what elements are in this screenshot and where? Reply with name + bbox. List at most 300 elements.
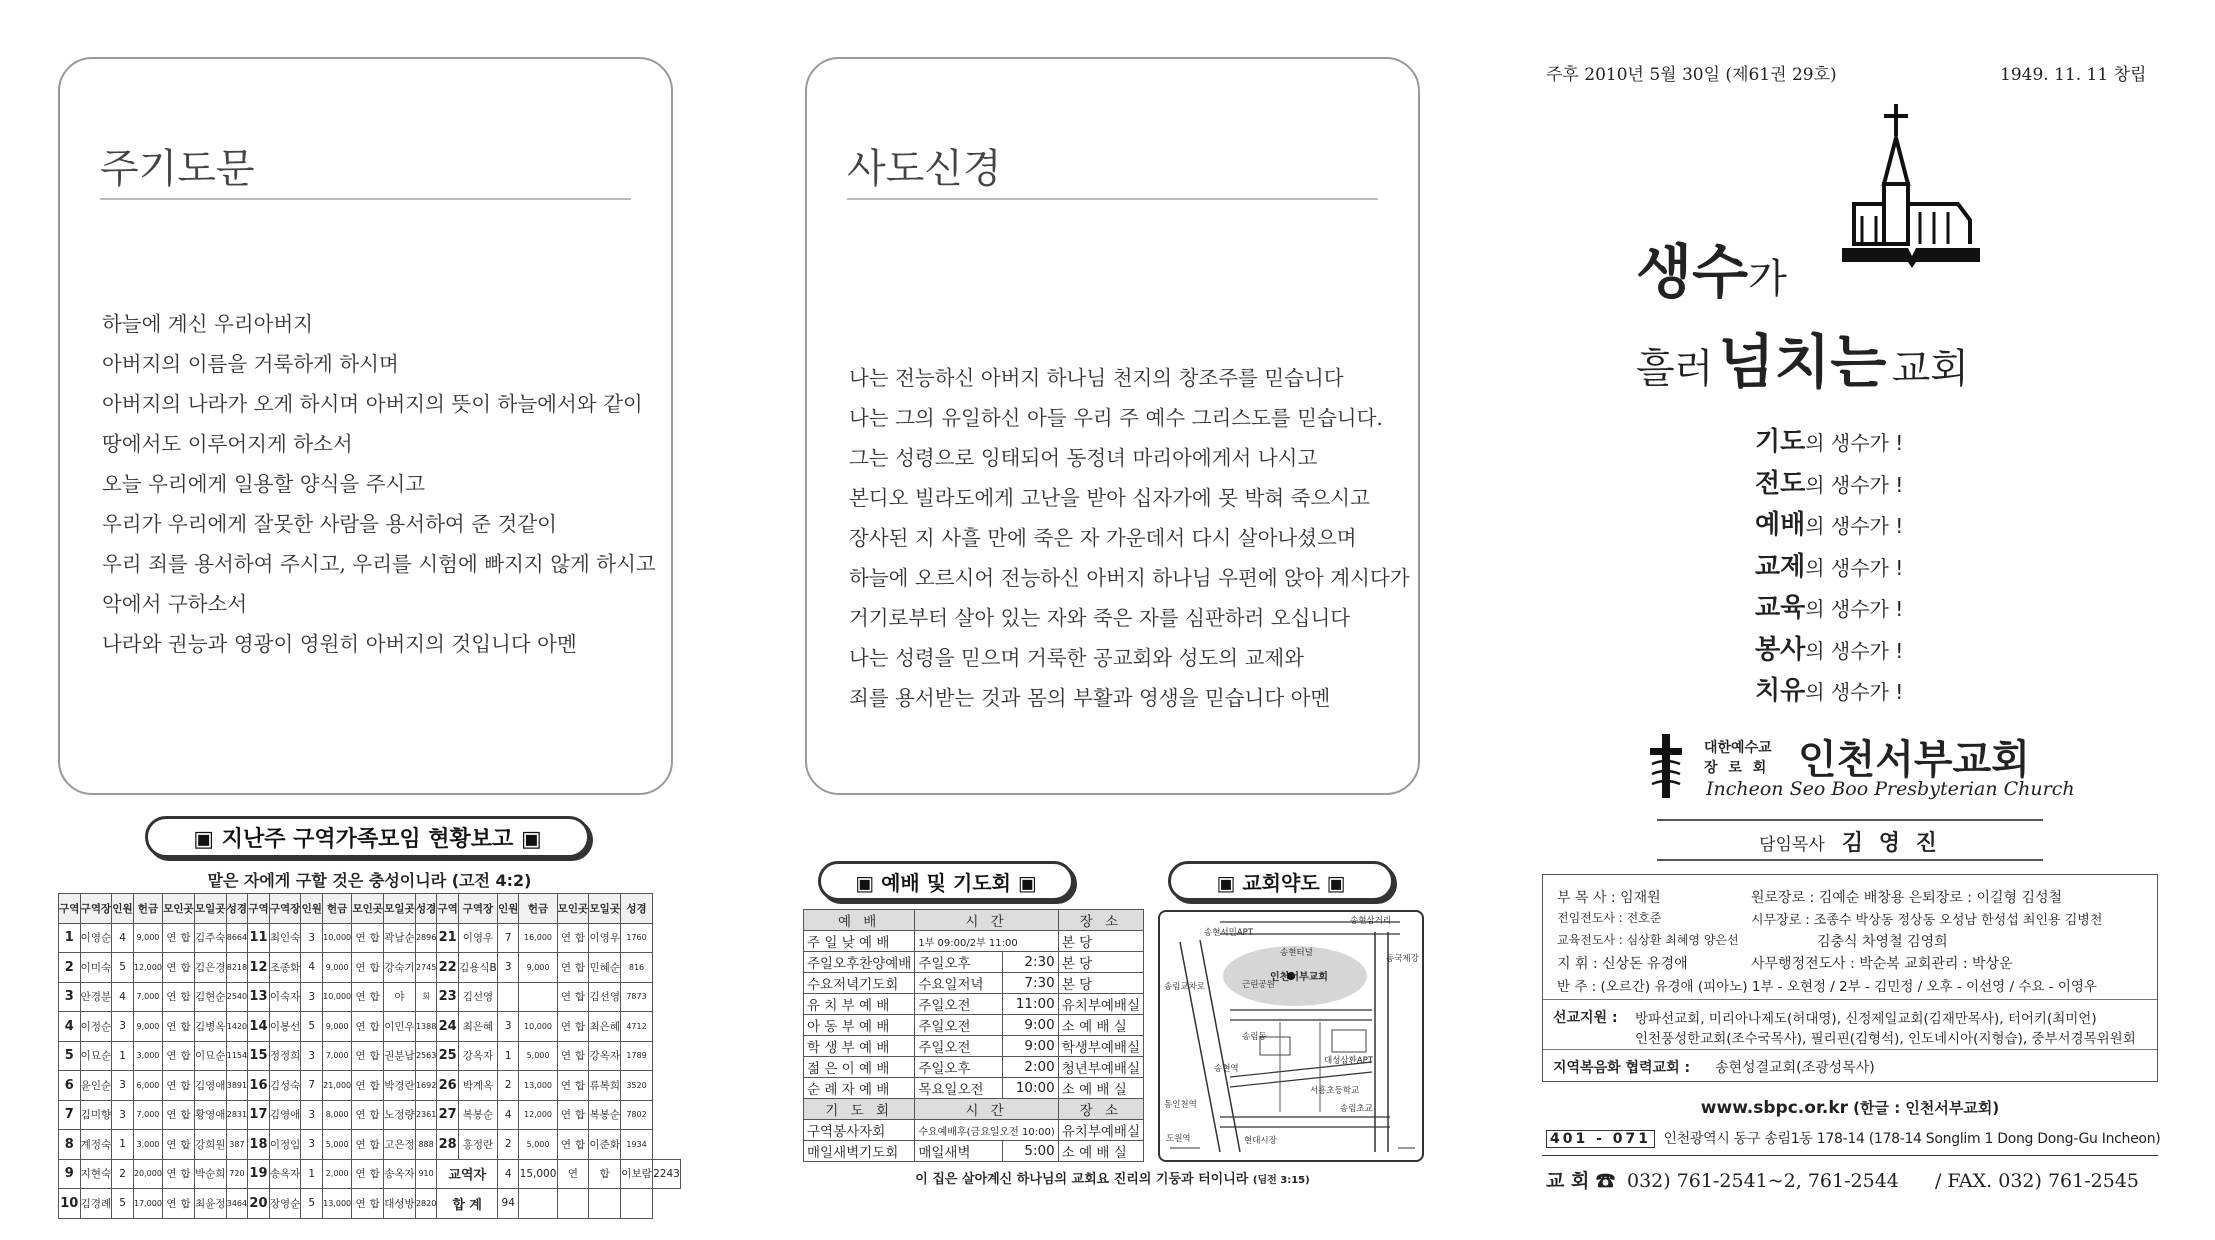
table-cell: 22 — [437, 953, 459, 983]
table-cell: 2 — [497, 1071, 519, 1101]
table-cell: 김경례 — [80, 1189, 112, 1219]
headline-word: 흘러 — [1636, 346, 1714, 392]
table-cell: 곽남순 — [384, 923, 416, 953]
prayer-name: 구역봉사자회 — [804, 1120, 915, 1141]
col-header: 구역 — [437, 894, 459, 924]
table-cell: 8 — [59, 1130, 81, 1160]
table-cell: 6 — [59, 1071, 81, 1101]
table-cell: 4 — [497, 1159, 519, 1189]
table-cell: 7,000 — [323, 1041, 352, 1071]
service-name: 유 치 부 예 배 — [804, 994, 915, 1015]
table-cell: 12,000 — [133, 953, 162, 983]
table-cell: 김은경 — [194, 953, 226, 983]
empty-cell — [557, 1189, 589, 1219]
worship-footer-verse — [805, 1168, 1420, 1187]
table-cell: 이준화 — [589, 1130, 621, 1160]
map-label: 송현터널 — [1280, 948, 1313, 958]
col-header: 시 간 — [915, 910, 1058, 931]
worship-row — [804, 1036, 1144, 1057]
table-cell: 연 합 — [352, 1100, 384, 1130]
table-cell: 21,000 — [323, 1071, 352, 1101]
website-line — [1542, 1097, 2158, 1118]
service-name: 아 동 부 예 배 — [804, 1015, 915, 1036]
table-cell: 계정숙 — [80, 1130, 112, 1160]
denomination — [1704, 738, 1772, 778]
col-header: 성경 — [415, 894, 437, 924]
district-table-body — [59, 923, 681, 1218]
table-cell: 연 합 — [163, 1012, 195, 1042]
table-cell: 대성방 — [384, 1189, 416, 1219]
table-cell: 최윤정 — [194, 1189, 226, 1219]
table-cell: 1388 — [415, 1012, 437, 1042]
table-cell: 12,000 — [519, 1100, 557, 1130]
worship-row — [804, 1078, 1144, 1099]
service-day: 주일오후 — [915, 952, 1003, 973]
table-cell: 2 — [112, 1159, 134, 1189]
map-label: 송림초교 — [1340, 1104, 1373, 1114]
issue-date: 주후 2010년 5월 30일 (제61권 29호) — [1546, 65, 1837, 85]
table-cell: 연 합 — [163, 1041, 195, 1071]
table-cell: 5 — [112, 953, 134, 983]
table-cell: 5 — [59, 1041, 81, 1071]
table-cell: 17,000 — [133, 1189, 162, 1219]
creed-line: 죄를 용서받는 것과 몸의 부활과 영생을 믿습니다 아멘 — [849, 686, 1331, 710]
table-cell: 1 — [497, 1041, 519, 1071]
service-time: 10:00 — [1003, 1078, 1059, 1099]
col-header: 헌금 — [323, 894, 352, 924]
service-name: 학 생 부 예 배 — [804, 1036, 915, 1057]
table-cell: 816 — [621, 953, 653, 983]
creed-line: 나는 성령을 믿으며 거룩한 공교회와 성도의 교제와 — [849, 646, 1304, 670]
table-cell: 8,000 — [323, 1100, 352, 1130]
table-cell: 11 — [248, 923, 270, 953]
mission-line: 인천풍성한교회(조수국목사), 필리핀(김형석), 인도네시아(지형습), 중부서경목위원회 — [1635, 1031, 2136, 1047]
col-header: 헌금 — [519, 894, 557, 924]
table-cell: 4 — [59, 1012, 81, 1042]
col-header: 모일곳 — [384, 894, 416, 924]
table-cell: 5 — [112, 1189, 134, 1219]
table-cell: 이보람 — [621, 1159, 653, 1189]
staff-row: 사무행정전도사 : 박순복 교회관리 : 박상운 — [1751, 956, 2013, 972]
table-cell: 3 — [301, 923, 323, 953]
service-day: 주일오전 — [915, 1015, 1003, 1036]
table-cell: 1 — [301, 1159, 323, 1189]
col-header: 인원 — [112, 894, 134, 924]
table-cell: 연 합 — [352, 953, 384, 983]
service-place: 청년부예배실 — [1058, 1057, 1143, 1078]
table-cell: 94 — [497, 1189, 519, 1219]
slogan-item: 교제의 생수가 ! — [1755, 551, 1904, 582]
empty-cell — [519, 1189, 557, 1219]
map-label: 송림동 — [1242, 1032, 1267, 1042]
headline-word: 교회 — [1891, 346, 1969, 392]
table-row — [59, 923, 681, 953]
map-label: 도원역 — [1166, 1134, 1191, 1144]
prayer-line: 아버지의 나라가 오게 하시며 아버지의 뜻이 하늘에서와 같이 — [102, 392, 643, 416]
table-cell: 9,000 — [133, 923, 162, 953]
prayer-day: 매일새벽 — [915, 1141, 1003, 1162]
tel-number: 032) 761-2541~2, 761-2544 — [1627, 1170, 1899, 1192]
district-report-title: ▣ 지난주 구역가족모임 현황보고 ▣ — [145, 816, 590, 858]
table-cell: 연 합 — [163, 1159, 195, 1189]
headline-big: 넘치는 — [1718, 328, 1887, 396]
table-cell: 7802 — [621, 1100, 653, 1130]
table-cell: 강옥자 — [458, 1041, 497, 1071]
table-cell: 13,000 — [323, 1189, 352, 1219]
prayer-time: 5:00 — [1003, 1141, 1059, 1162]
table-cell: 고은정 — [384, 1130, 416, 1160]
table-cell: 조종화 — [269, 953, 301, 983]
table-cell: 2831 — [226, 1100, 248, 1130]
map-label: 송현서민APT — [1204, 928, 1253, 938]
table-cell: 최인숙 — [269, 923, 301, 953]
map-title: ▣ 교회약도 ▣ — [1168, 861, 1394, 901]
table-cell: 5 — [301, 1012, 323, 1042]
table-cell: 3464 — [226, 1189, 248, 1219]
table-cell: 장영순 — [269, 1189, 301, 1219]
divider — [1543, 1049, 2157, 1050]
service-time: 7:30 — [1003, 973, 1059, 994]
table-cell: 23 — [437, 982, 459, 1012]
website-url[interactable]: www.sbpc.or.kr — [1700, 1098, 1849, 1118]
table-cell: 연 합 — [557, 1130, 589, 1160]
table-cell: 3 — [301, 982, 323, 1012]
prayer-time: 수요예배후(금요일오전 10:00) — [915, 1120, 1058, 1141]
table-cell: 720 — [226, 1159, 248, 1189]
service-day: 주일오후 — [915, 1057, 1003, 1078]
col-header: 모일곳 — [589, 894, 621, 924]
table-cell: 1789 — [621, 1041, 653, 1071]
map-label: 서흥초등학교 — [1310, 1086, 1360, 1096]
table-cell: 연 합 — [352, 1041, 384, 1071]
local-label: 지역복음화 협력교회 : — [1553, 1060, 1691, 1076]
headline-small: 가 — [1748, 256, 1787, 302]
prayer-header-row — [804, 1099, 1144, 1120]
table-cell: 연 합 — [557, 1041, 589, 1071]
table-cell: 3 — [112, 1100, 134, 1130]
table-cell: 복봉순 — [458, 1100, 497, 1130]
table-cell: 3 — [112, 1071, 134, 1101]
table-cell: 10,000 — [519, 1012, 557, 1042]
table-row — [59, 1189, 681, 1219]
table-cell: 연 합 — [352, 923, 384, 953]
creed-line: 나는 그의 유일하신 아들 우리 주 예수 그리스도를 믿습니다. — [849, 406, 1383, 430]
col-header: 시 간 — [915, 1099, 1058, 1120]
worship-row — [804, 994, 1144, 1015]
phone-line — [1546, 1166, 2139, 1193]
table-cell: 910 — [415, 1159, 437, 1189]
table-cell: 25 — [437, 1041, 459, 1071]
table-cell: 2896 — [415, 923, 437, 953]
table-cell: 최은혜 — [589, 1012, 621, 1042]
table-cell: 2361 — [415, 1100, 437, 1130]
prayer-line: 나라와 권능과 영광이 영원히 아버지의 것입니다 아멘 — [102, 632, 577, 656]
table-cell: 강옥자 — [589, 1041, 621, 1071]
table-cell: 연 합 — [557, 1100, 589, 1130]
prayer-line: 우리 죄를 용서하여 주시고, 우리를 시험에 빠지지 않게 하시고 — [102, 552, 656, 576]
table-cell: 3 — [497, 953, 519, 983]
table-cell: 김용식B — [458, 953, 497, 983]
staff-row: 김충식 차영철 김영희 — [1817, 934, 1948, 950]
mission-line: 방파선교회, 미리아나제도(허대영), 신정제일교회(김재만목사), 터어키(최미언) — [1635, 1011, 2097, 1027]
table-cell: 3 — [112, 1012, 134, 1042]
table-cell: 7873 — [621, 982, 653, 1012]
table-cell: 28 — [437, 1130, 459, 1160]
table-cell: 안경분 — [80, 982, 112, 1012]
table-cell: 지현숙 — [80, 1159, 112, 1189]
address: 인천광역시 동구 송림1동 178-14 (178-14 Songlim 1 Dong Dong-Gu Incheon) — [1663, 1131, 2161, 1147]
table-cell: 10 — [59, 1189, 81, 1219]
table-cell: 정정희 — [269, 1041, 301, 1071]
table-cell: 연 합 — [557, 923, 589, 953]
founded-date: 1949. 11. 11 창립 — [2000, 65, 2147, 85]
creed-line: 나는 전능하신 아버지 하나님 천지의 창조주를 믿습니다 — [849, 366, 1344, 390]
table-cell: 연 합 — [557, 1012, 589, 1042]
staff-row: 원로장로 : 김예순 배창용 은퇴장로 : 이길형 김성철 — [1751, 890, 2063, 906]
table-cell: 12 — [248, 953, 270, 983]
col-header: 모인곳 — [352, 894, 384, 924]
worship-header-row — [804, 910, 1144, 931]
address-rule — [1542, 1155, 2158, 1156]
church-map[interactable] — [1158, 910, 1424, 1162]
map-label: 동인천역 — [1164, 1100, 1197, 1110]
table-cell: 연 합 — [163, 1189, 195, 1219]
district-report-subtitle: 맡은 자에게 구할 것은 충성이니라 (고전 4:2) — [207, 871, 532, 890]
district-table — [58, 893, 681, 1219]
table-cell: 김성숙 — [269, 1071, 301, 1101]
empty-cell — [621, 1189, 653, 1219]
table-cell: 27 — [437, 1100, 459, 1130]
slogan-item: 치유의 생수가 ! — [1755, 676, 1904, 706]
table-cell: 5 — [301, 1189, 323, 1219]
table-cell: 7,000 — [133, 1100, 162, 1130]
worship-title: ▣ 예배 및 기도회 ▣ — [818, 861, 1074, 901]
staff-row: 부 목 사 : 임재원 — [1557, 890, 1661, 906]
table-cell: 김현순 — [194, 982, 226, 1012]
table-cell: 2 — [497, 1130, 519, 1160]
service-time: 2:30 — [1003, 952, 1059, 973]
table-cell: 김선영 — [589, 982, 621, 1012]
table-cell: 이영순 — [80, 923, 112, 953]
pastor-name: 김 영 진 — [1841, 831, 1941, 856]
slogan-item: 기도의 생수가 ! — [1755, 427, 1904, 457]
map-label: 송현역 — [1214, 1064, 1239, 1074]
table-cell: 6,000 — [133, 1071, 162, 1101]
table-cell: 7 — [59, 1100, 81, 1130]
table-cell: 김병옥 — [194, 1012, 226, 1042]
table-cell: 7 — [301, 1071, 323, 1101]
table-cell: 이숙자 — [269, 982, 301, 1012]
worship-row — [804, 1015, 1144, 1036]
table-cell — [519, 982, 557, 1012]
empty-cell — [589, 1189, 621, 1219]
table-row — [59, 1159, 681, 1189]
map-label: 송림교차로 — [1164, 982, 1206, 992]
table-cell: 합 — [589, 1159, 621, 1189]
church-name: 인천서부교회 — [1798, 737, 2030, 783]
table-cell: 연 합 — [163, 1071, 195, 1101]
service-time: 9:00 — [1003, 1036, 1059, 1057]
table-cell: 김주숙 — [194, 923, 226, 953]
apostles-creed-title: 사도신경 — [847, 146, 1002, 192]
prayer-line: 우리가 우리에게 잘못한 사람을 용서하여 준 것같이 — [102, 512, 557, 536]
verse-ref: (딤전 3:15) — [1252, 1175, 1310, 1186]
col-header: 헌금 — [133, 894, 162, 924]
table-cell: 윤인순 — [80, 1071, 112, 1101]
table-cell: 4 — [301, 953, 323, 983]
table-cell: 5,000 — [323, 1130, 352, 1160]
service-name: 수요저녁기도회 — [804, 973, 915, 994]
col-header: 모일곳 — [194, 894, 226, 924]
table-cell: 김영애 — [194, 1071, 226, 1101]
table-cell: 야 — [384, 982, 416, 1012]
service-place: 유치부예배실 — [1058, 994, 1143, 1015]
map-church-label: 인천서부교회 — [1270, 972, 1328, 983]
zip-code: 401 - 071 — [1546, 1130, 1655, 1148]
col-header: 성경 — [226, 894, 248, 924]
table-cell: 김미향 — [80, 1100, 112, 1130]
road — [1375, 932, 1388, 1152]
table-cell: 9 — [59, 1159, 81, 1189]
worship-row — [804, 973, 1144, 994]
table-cell: 4 — [497, 1100, 519, 1130]
table-cell: 4 — [112, 923, 134, 953]
denomination-top: 대한예수교 — [1704, 740, 1772, 756]
prayer-line: 땅에서도 이루어지게 하소서 — [102, 432, 353, 456]
table-cell: 강숙기 — [384, 953, 416, 983]
table-cell: 김선영 — [458, 982, 497, 1012]
table-cell: 권분남 — [384, 1041, 416, 1071]
col-header: 인원 — [301, 894, 323, 924]
table-cell: 연 합 — [557, 1071, 589, 1101]
prayer-place: 소 예 배 실 — [1058, 1141, 1143, 1162]
service-time: 11:00 — [1003, 994, 1059, 1015]
prayer-row — [804, 1120, 1144, 1141]
table-cell: 3 — [301, 1100, 323, 1130]
table-cell: 2 — [59, 953, 81, 983]
prayer-row — [804, 1141, 1144, 1162]
worship-row — [804, 952, 1144, 973]
table-cell: 14 — [248, 1012, 270, 1042]
table-cell: 이정순 — [80, 1012, 112, 1042]
table-cell: 20,000 — [133, 1159, 162, 1189]
table-cell: 교역자 — [437, 1159, 498, 1189]
service-day: 목요일오전 — [915, 1078, 1003, 1099]
table-cell: 이민우 — [384, 1012, 416, 1042]
table-cell: 3 — [59, 982, 81, 1012]
service-time: 9:00 — [1003, 1015, 1059, 1036]
church-emblem-icon — [1648, 734, 1684, 798]
map-label: 현대시장 — [1244, 1136, 1277, 1146]
table-cell: 연 합 — [352, 1071, 384, 1101]
table-row — [59, 1100, 681, 1130]
creed-line: 그는 성령으로 잉태되어 동정녀 마리아에게서 나시고 — [849, 446, 1318, 470]
prayer-line: 오늘 우리에게 일용할 양식을 주시고 — [102, 472, 426, 496]
table-cell: 2540 — [226, 982, 248, 1012]
table-row — [59, 1071, 681, 1101]
table-cell: 18 — [248, 1130, 270, 1160]
table-cell: 10,000 — [323, 982, 352, 1012]
slogan-list — [1755, 423, 1903, 714]
road — [1220, 1117, 1390, 1127]
local-church: 송현성결교회(조광성목사) — [1715, 1060, 1875, 1076]
table-cell: 387 — [226, 1130, 248, 1160]
table-cell: 연 합 — [163, 953, 195, 983]
table-cell: 이미숙 — [80, 953, 112, 983]
lords-prayer-box — [58, 57, 673, 795]
table-cell: 박순희 — [194, 1159, 226, 1189]
website-kr: (한글 : 인천서부교회) — [1853, 1099, 2000, 1117]
table-cell: 민혜순 — [589, 953, 621, 983]
table-cell: 홍정란 — [458, 1130, 497, 1160]
staff-row: 시무장로 : 조종수 박상동 정상동 오성남 한성섭 최인용 김병천 — [1751, 913, 2103, 928]
service-place: 본 당 — [1058, 952, 1143, 973]
table-cell: 박경란 — [384, 1071, 416, 1101]
col-header: 구역장 — [458, 894, 497, 924]
map-label: 대성삼환APT — [1324, 1056, 1373, 1066]
staff-row: 지 휘 : 신상돈 유경애 — [1557, 956, 1688, 972]
table-cell: 강희원 — [194, 1130, 226, 1160]
table-cell: 3 — [497, 1012, 519, 1042]
table-cell: 24 — [437, 1012, 459, 1042]
table-cell: 3 — [301, 1041, 323, 1071]
table-cell: 연 합 — [163, 982, 195, 1012]
table-cell: 2745 — [415, 953, 437, 983]
map-label: 근린공원 — [1242, 980, 1275, 990]
table-cell: 연 합 — [352, 1159, 384, 1189]
table-cell: 13,000 — [519, 1071, 557, 1101]
address-line — [1546, 1128, 2160, 1148]
table-cell: 5,000 — [519, 1130, 557, 1160]
table-cell: 10,000 — [323, 923, 352, 953]
table-cell: 21 — [437, 923, 459, 953]
table-cell: 9,000 — [323, 1012, 352, 1042]
col-header: 인원 — [497, 894, 519, 924]
table-cell: 2243 — [652, 1159, 680, 1189]
table-cell — [497, 982, 519, 1012]
headline-line2 — [1636, 315, 1969, 399]
service-name: 주일오후찬양예배 — [804, 952, 915, 973]
map-label: 송현삼거리 — [1350, 916, 1392, 926]
col-header: 구역장 — [269, 894, 301, 924]
divider — [1543, 999, 2157, 1000]
church-book-logo — [1840, 104, 2030, 304]
table-row — [59, 1130, 681, 1160]
verse-text: 이 집은 살아계신 하나님의 교회요 진리의 기둥과 터이니라 — [915, 1172, 1249, 1187]
table-cell: 연 합 — [352, 1012, 384, 1042]
table-cell: 김영애 — [269, 1100, 301, 1130]
prayer-line: 악에서 구하소서 — [102, 592, 248, 616]
service-time: 1부 09:00/2부 11:00 — [915, 931, 1058, 952]
table-cell: 합 계 — [437, 1189, 498, 1219]
apostles-creed-box — [805, 57, 1420, 795]
map-label: 동국제강 — [1386, 954, 1419, 964]
service-name: 순 례 자 예 배 — [804, 1078, 915, 1099]
table-cell: 이정임 — [269, 1130, 301, 1160]
slogan-item: 예배의 생수가 ! — [1755, 510, 1904, 540]
headline-line1 — [1636, 225, 1787, 309]
table-header-row — [59, 894, 681, 924]
pastor-label: 담임목사 — [1759, 835, 1825, 855]
apostles-creed-text — [849, 358, 1410, 718]
service-place: 소 예 배 실 — [1058, 1015, 1143, 1036]
table-cell: 연 합 — [163, 923, 195, 953]
prayer-line: 아버지의 이름을 거룩하게 하시며 — [102, 352, 399, 376]
col-header: 장 소 — [1058, 910, 1143, 931]
table-cell: 1760 — [621, 923, 653, 953]
slogan-item: 봉사의 생수가 ! — [1755, 634, 1904, 665]
service-time: 2:00 — [1003, 1057, 1059, 1078]
